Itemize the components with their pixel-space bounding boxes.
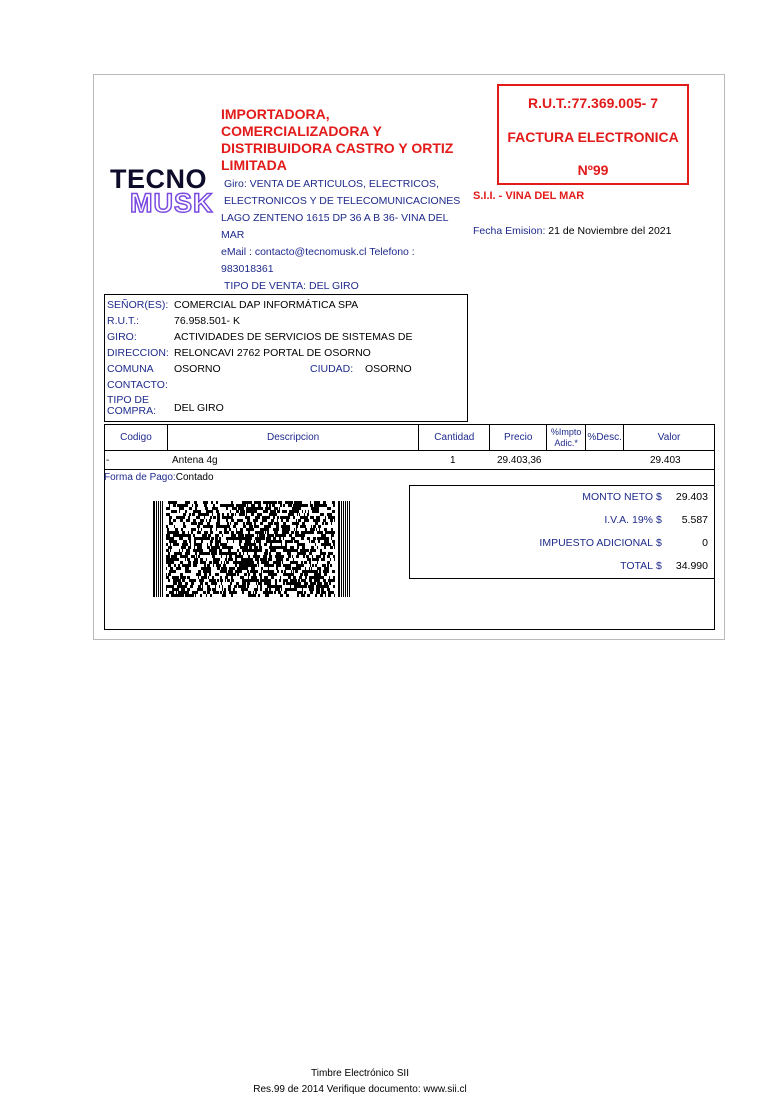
client-giro-label: GIRO:: [107, 331, 137, 343]
totals-box: [409, 485, 715, 579]
col-cantidad: Cantidad: [419, 425, 490, 451]
totals-row-impuesto: [410, 537, 716, 551]
timbre-title: Timbre Electrónico SII: [311, 1068, 409, 1079]
logo-word-top: TECNO: [110, 164, 207, 194]
client-direccion-value: RELONCAVI 2762 PORTAL DE OSORNO: [174, 347, 371, 359]
issue-date: [473, 225, 671, 237]
col-impto-adic: %Impto Adic.*: [547, 425, 586, 451]
totals-currency: $: [656, 560, 662, 572]
timbre-barcode: [153, 501, 351, 597]
row-codigo: -: [106, 455, 110, 466]
sii-office: S.I.I. - VINA DEL MAR: [473, 190, 585, 202]
client-comuna-label: COMUNA: [107, 363, 154, 375]
totals-value: 29.403: [675, 491, 708, 503]
company-contact: eMail : contacto@tecnomusk.cl Telefono : 983018361: [221, 246, 415, 275]
totals-row-neto: [410, 491, 716, 505]
issuer-rut: R.U.T.:77.369.005- 7: [528, 95, 658, 111]
totals-label: IMPUESTO ADICIONAL: [539, 537, 653, 549]
col-precio: Precio: [490, 425, 547, 451]
col-codigo: Codigo: [105, 425, 168, 451]
company-giro: Giro: VENTA DE ARTICULOS, ELECTRICOS, ELECTRONICOS Y DE TELECOMUNICACIONES: [224, 178, 461, 207]
client-box: [104, 294, 468, 422]
totals-label: MONTO NETO: [582, 491, 653, 503]
document-type: FACTURA ELECTRONICA: [507, 129, 679, 145]
row-cantidad: 1: [450, 455, 456, 466]
company-logo: [110, 164, 214, 216]
timbre-resolution: Res.99 de 2014 Verifique documento: www.sii.cl: [253, 1084, 467, 1095]
client-direccion-label: DIRECCION:: [107, 347, 169, 359]
client-senores-label: SEÑOR(ES):: [107, 299, 169, 311]
totals-value: 0: [702, 537, 708, 549]
col-desc: %Desc.: [586, 425, 624, 451]
totals-row-iva: [410, 514, 716, 528]
payment-method: [104, 472, 214, 483]
client-tipo-compra-label: TIPO DE COMPRA:: [107, 394, 157, 417]
client-rut-value: 76.958.501- K: [174, 315, 240, 327]
logo-word-bottom: MUSK: [130, 188, 214, 218]
document-id-box: [497, 84, 689, 185]
company-info: [221, 176, 461, 295]
payment-method-label: Forma de Pago:: [104, 472, 176, 483]
totals-value: 5.587: [681, 514, 708, 526]
totals-label: TOTAL: [620, 560, 653, 572]
row-descripcion: Antena 4g: [172, 455, 218, 466]
document-number: Nº99: [577, 162, 609, 178]
client-giro-value: ACTIVIDADES DE SERVICIOS DE SISTEMAS DE: [174, 331, 413, 343]
totals-currency: $: [656, 514, 662, 526]
company-address: LAGO ZENTENO 1615 DP 36 A B 36- VINA DEL MAR: [221, 212, 449, 241]
client-ciudad-label: CIUDAD:: [310, 363, 354, 375]
payment-method-value: Contado: [175, 472, 214, 483]
client-tipo-compra-value: DEL GIRO: [174, 402, 224, 414]
totals-value: 34.990: [675, 560, 708, 572]
issue-date-label: Fecha Emision:: [473, 225, 546, 237]
company-tipo-venta: TIPO DE VENTA: DEL GIRO: [224, 280, 359, 292]
totals-row-total: [410, 560, 716, 574]
totals-label: I.V.A. 19%: [604, 514, 653, 526]
row-precio: 29.403,36: [497, 455, 542, 466]
company-name: IMPORTADORA, COMERCIALIZADORA Y DISTRIBUIDORA CASTRO Y ORTIZ LIMITADA: [221, 106, 454, 173]
row-valor: 29.403: [650, 455, 681, 466]
col-valor: Valor: [624, 425, 715, 451]
col-descripcion: Descripcion: [167, 425, 418, 451]
client-rut-label: R.U.T.:: [107, 315, 140, 327]
totals-currency: $: [656, 491, 662, 503]
issue-date-value: 21 de Noviembre del 2021: [548, 225, 672, 237]
totals-currency: $: [656, 537, 662, 549]
items-table: [104, 424, 715, 451]
client-ciudad-value: OSORNO: [365, 363, 412, 375]
items-header-row: [105, 425, 715, 451]
client-senores-value: COMERCIAL DAP INFORMÁTICA SPA: [174, 299, 359, 311]
client-comuna-value: OSORNO: [174, 363, 221, 375]
client-contacto-label: CONTACTO:: [107, 379, 168, 391]
